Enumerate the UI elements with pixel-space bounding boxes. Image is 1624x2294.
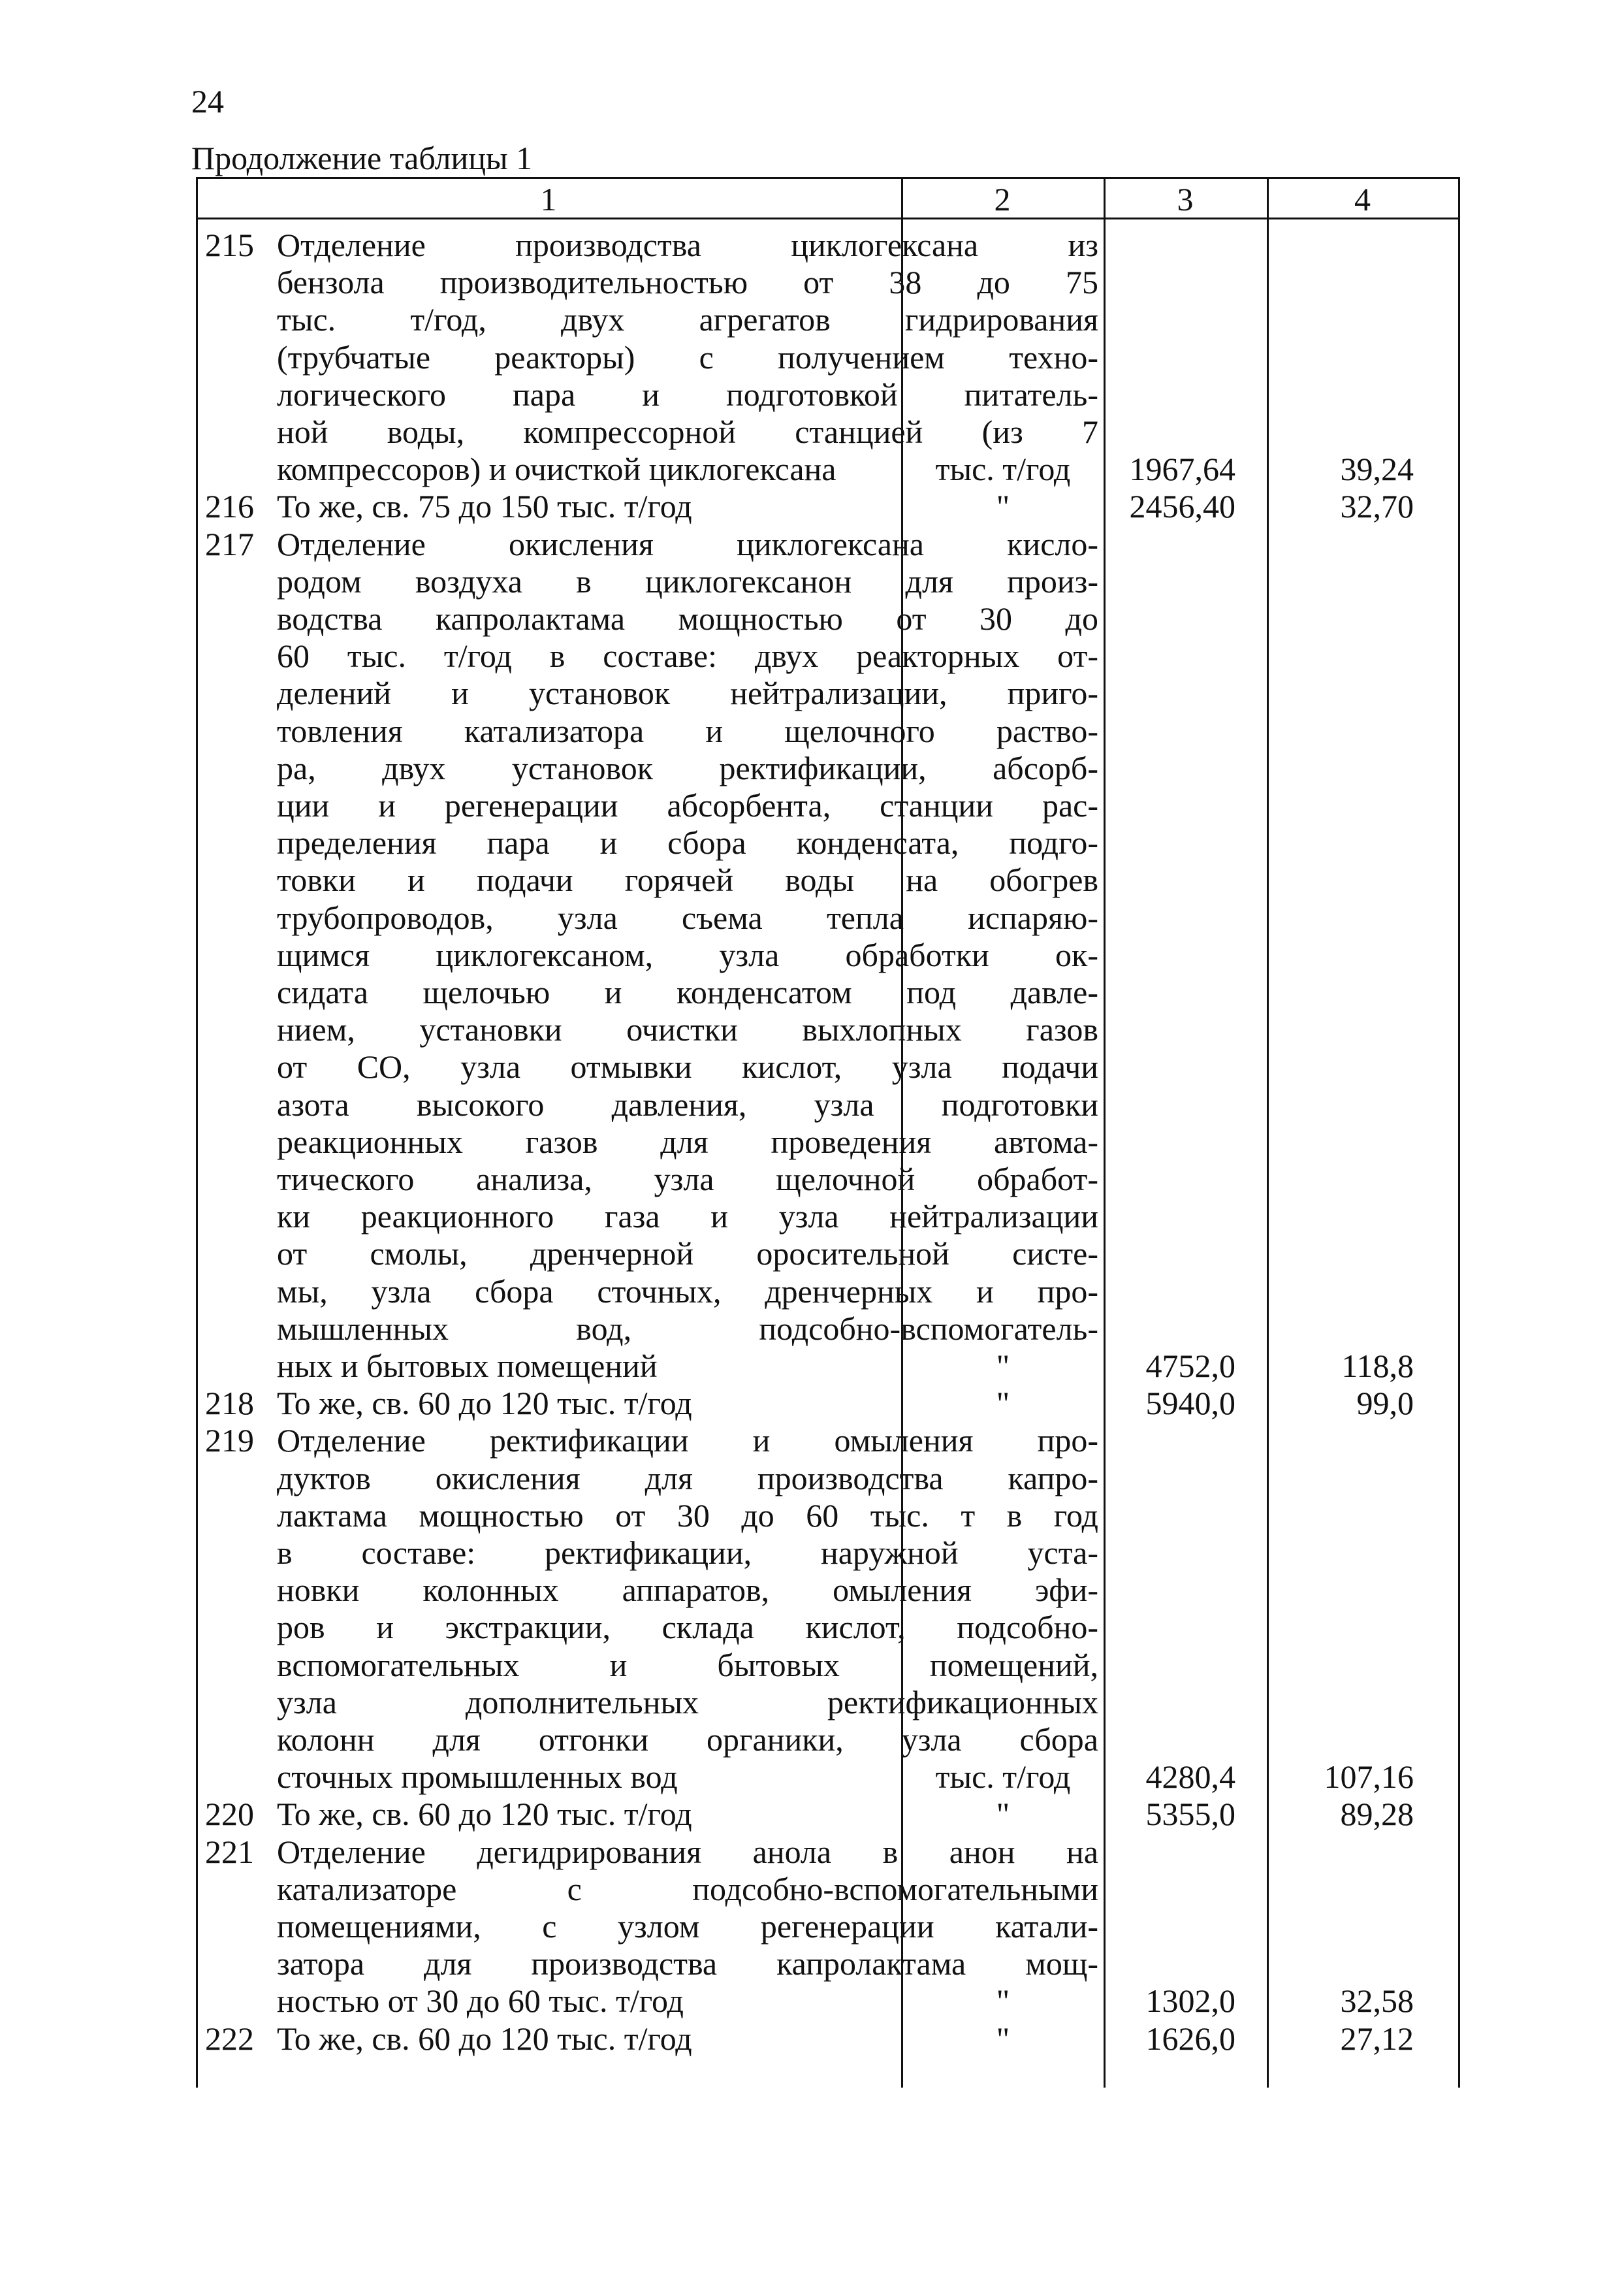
description-line: То же, св. 60 до 120 тыс. т/год	[277, 1796, 692, 1833]
page-number: 24	[191, 83, 224, 120]
row-number: 221	[205, 1833, 254, 1870]
row-value-col4: 89,28	[1340, 1796, 1414, 1833]
header-col-4: 4	[1354, 181, 1371, 218]
description-line: трубопроводов, узла съема тепла испаряю-	[277, 899, 1098, 936]
row-unit: "	[996, 1796, 1010, 1833]
row-value-col4: 39,24	[1340, 451, 1414, 488]
description-line: товления катализатора и щелочного раство-	[277, 712, 1098, 749]
row-value-col3: 1302,0	[1145, 1982, 1235, 2020]
header-col-1: 1	[540, 181, 557, 218]
description-line: вспомогательных и бытовых помещений,	[277, 1646, 1098, 1683]
table-row	[196, 227, 1460, 488]
description-line: ции и регенерации абсорбента, станции рас-	[277, 787, 1098, 824]
row-number: 217	[205, 525, 254, 562]
table-row	[196, 2020, 1460, 2058]
row-unit: "	[996, 2020, 1010, 2057]
description-line: Отделение производства циклогексана из	[277, 227, 1098, 263]
description-line: нием, установки очистки выхлопных газов	[277, 1011, 1098, 1048]
description-line: азота высокого давления, узла подготовки	[277, 1086, 1098, 1123]
row-unit: тыс. т/год	[935, 1758, 1071, 1796]
description-line: Отделение дегидрирования анола в анон на	[277, 1833, 1098, 1870]
table-top-border	[196, 177, 1460, 179]
description-line: родом воздуха в циклогексанон для произ-	[277, 562, 1098, 600]
row-value-col3: 1626,0	[1145, 2020, 1235, 2057]
description-line: в составе: ректификации, наружной уста-	[277, 1534, 1098, 1571]
data-table	[196, 177, 1460, 2088]
description-line: То же, св. 75 до 150 тыс. т/год	[277, 488, 692, 525]
description-line: тыс. т/год, двух агрегатов гидрирования	[277, 301, 1098, 338]
description-line: узла дополнительных ректификационных	[277, 1683, 1098, 1720]
row-unit: "	[996, 1347, 1010, 1384]
row-description	[277, 526, 1098, 1385]
description-line: ностью от 30 до 60 тыс. т/год	[277, 1982, 684, 2020]
description-line: ки реакционного газа и узла нейтрализации	[277, 1198, 1098, 1235]
row-description	[277, 227, 1098, 488]
row-description	[277, 1422, 1098, 1796]
table-row	[196, 1422, 1460, 1796]
description-line: колонн для отгонки органики, узла сбора	[277, 1721, 1098, 1758]
row-value-col4: 27,12	[1340, 2020, 1414, 2057]
description-line: То же, св. 60 до 120 тыс. т/год	[277, 1385, 692, 1422]
description-line: сточных промышленных вод	[277, 1758, 678, 1796]
row-number: 215	[205, 227, 254, 263]
header-col-2: 2	[994, 181, 1011, 218]
row-value-col3: 5940,0	[1145, 1385, 1235, 1422]
description-line: ра, двух установок ректификации, абсорб-	[277, 749, 1098, 786]
description-line: То же, св. 60 до 120 тыс. т/год	[277, 2020, 692, 2057]
description-line: от смолы, дренчерной оросительной систе-	[277, 1235, 1098, 1272]
description-line: новки колонных аппаратов, омыления эфи-	[277, 1572, 1098, 1609]
description-line: затора для производства капролактама мощ-	[277, 1945, 1098, 1982]
row-unit: тыс. т/год	[935, 451, 1071, 488]
table-row	[196, 1385, 1460, 1422]
row-unit: "	[996, 1982, 1010, 2020]
description-line: пределения пара и сбора конденсата, подго-	[277, 824, 1098, 862]
header-bottom-border	[196, 218, 1460, 219]
row-number: 218	[205, 1385, 254, 1422]
description-line: (трубчатые реакторы) с получением техно-	[277, 338, 1098, 376]
description-line: ной воды, компрессорной станцией (из 7	[277, 413, 1098, 451]
description-line: делений и установок нейтрализации, приго-	[277, 675, 1098, 712]
row-value-col3: 4752,0	[1145, 1347, 1235, 1384]
header-col-3: 3	[1177, 181, 1194, 218]
description-line: щимся циклогексаном, узла обработки ок-	[277, 936, 1098, 973]
description-line: дуктов окисления для производства капро-	[277, 1459, 1098, 1496]
row-value-col3: 4280,4	[1145, 1758, 1235, 1796]
description-line: ных и бытовых помещений	[277, 1348, 658, 1385]
description-line: компрессоров) и очисткой циклогексана	[277, 451, 836, 488]
row-value-col4: 107,16	[1324, 1758, 1414, 1796]
description-line: реакционных газов для проведения автома-	[277, 1123, 1098, 1160]
description-line: мы, узла сбора сточных, дренчерных и про-	[277, 1272, 1098, 1310]
row-unit: "	[996, 1385, 1010, 1422]
row-value-col4: 99,0	[1356, 1385, 1414, 1422]
description-line: тического анализа, узла щелочной обработ-	[277, 1161, 1098, 1198]
description-line: логического пара и подготовкой питатель-	[277, 376, 1098, 413]
row-value-col3: 5355,0	[1145, 1796, 1235, 1833]
table-row	[196, 526, 1460, 1385]
row-value-col4: 32,58	[1340, 1982, 1414, 2020]
description-line: лактама мощностью от 30 до 60 тыс. т в год	[277, 1496, 1098, 1534]
description-line: сидата щелочью и конденсатом под давле-	[277, 974, 1098, 1011]
table-row	[196, 1796, 1460, 1833]
row-number: 216	[205, 488, 254, 525]
description-line: 60 тыс. т/год в составе: двух реакторных от-	[277, 638, 1098, 675]
row-value-col4: 32,70	[1340, 488, 1414, 525]
table-caption: Продолжение таблицы 1	[191, 140, 533, 176]
description-line: помещениями, с узлом регенерации катали-	[277, 1908, 1098, 1945]
description-line: водства капролактама мощностью от 30 до	[277, 600, 1098, 637]
description-line: Отделение окисления циклогексана кисло-	[277, 525, 1098, 562]
row-unit: "	[996, 488, 1010, 525]
table-row	[196, 1834, 1460, 2020]
description-line: мышленных вод, подсобно-вспомогатель-	[277, 1310, 1098, 1347]
row-number: 222	[205, 2020, 254, 2057]
description-line: ров и экстракции, склада кислот, подсобно-	[277, 1609, 1098, 1646]
description-line: катализаторе с подсобно-вспомогательными	[277, 1870, 1098, 1907]
row-number: 219	[205, 1422, 254, 1459]
row-value-col3: 2456,40	[1129, 488, 1235, 525]
table-row	[196, 488, 1460, 525]
description-line: Отделение ректификации и омыления про-	[277, 1422, 1098, 1459]
description-line: от СО, узла отмывки кислот, узла подачи	[277, 1048, 1098, 1086]
row-value-col4: 118,8	[1341, 1347, 1414, 1384]
row-number: 220	[205, 1796, 254, 1833]
description-line: товки и подачи горячей воды на обогрев	[277, 862, 1098, 899]
row-value-col3: 1967,64	[1129, 451, 1235, 488]
description-line: бензола производительностью от 38 до 75	[277, 264, 1098, 301]
